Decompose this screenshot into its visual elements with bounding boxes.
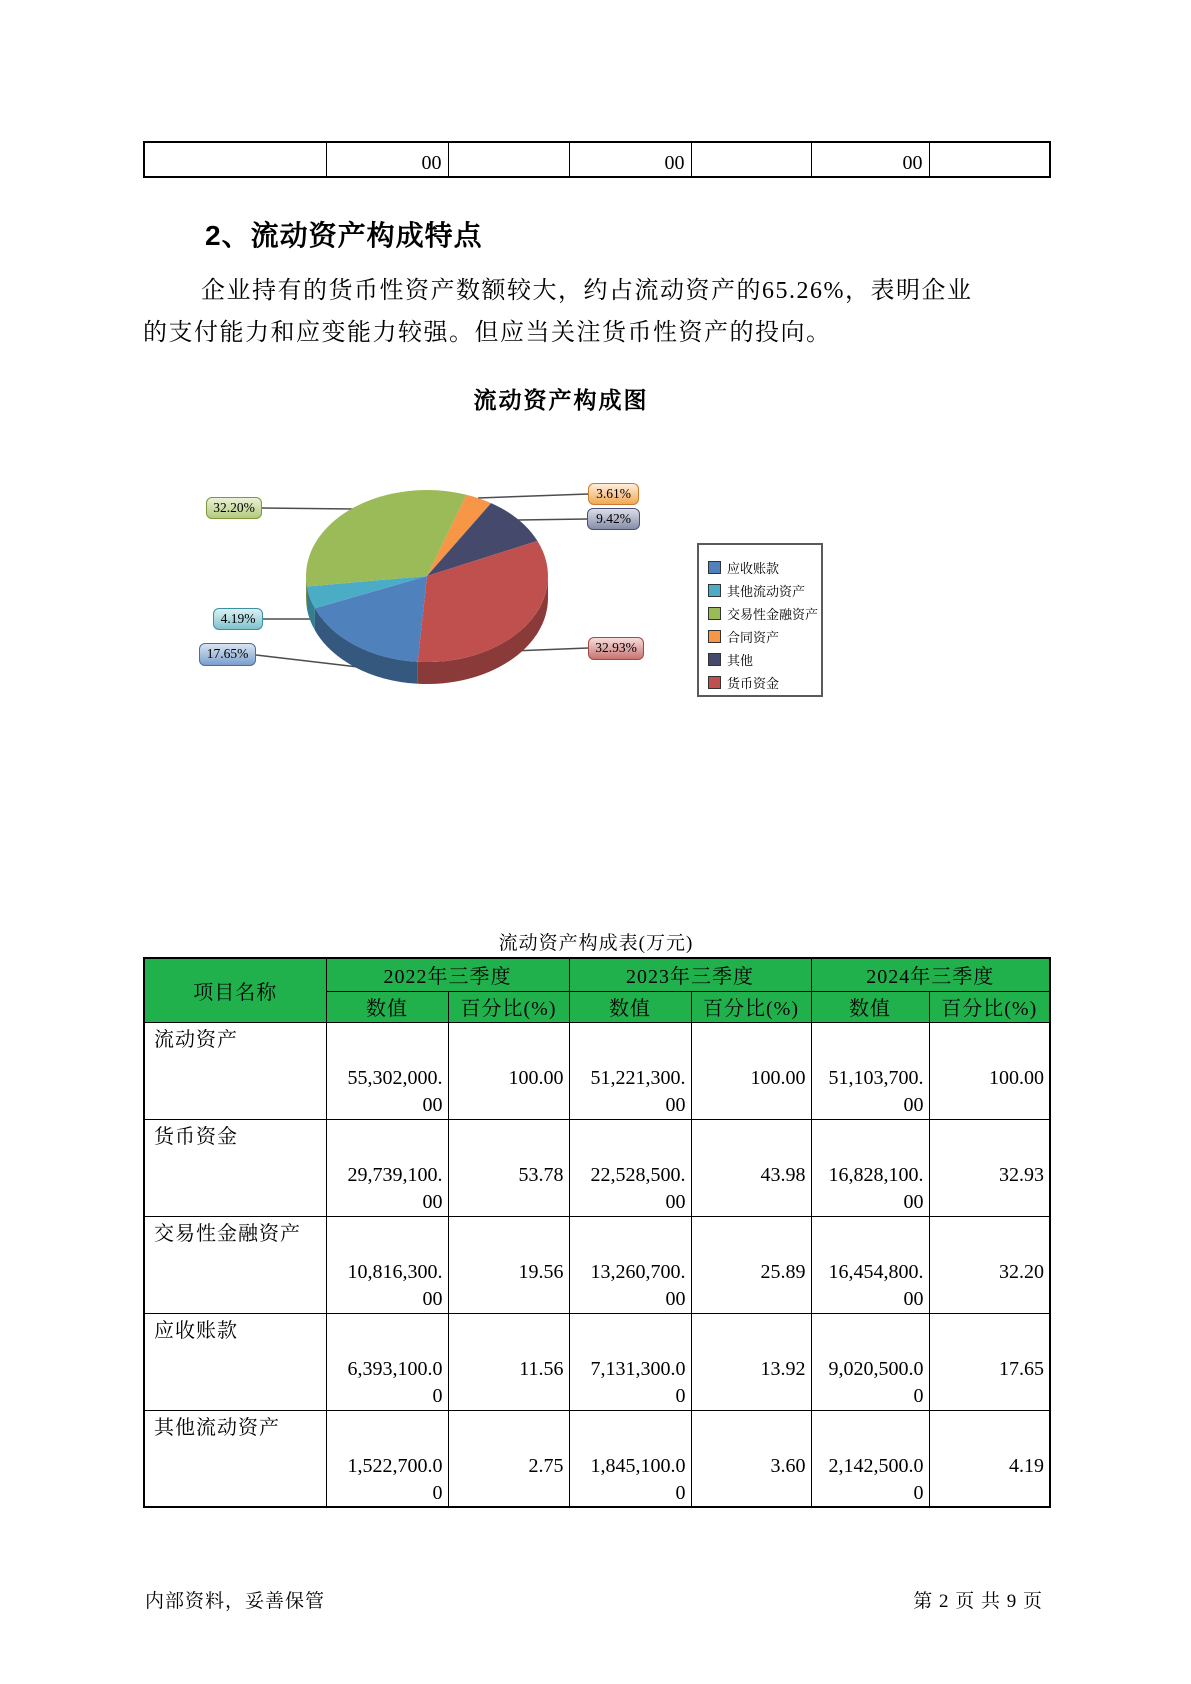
table-cell	[811, 142, 929, 177]
header-value: 数值	[326, 991, 448, 1022]
cell-value: 13.92	[760, 1357, 806, 1380]
header-pct: 百分比(%)	[448, 991, 569, 1022]
cell-value	[449, 1186, 569, 1190]
callout-contract-assets: 3.61%	[588, 483, 639, 505]
cell-value: 00	[902, 152, 923, 174]
legend-label: 应收账款	[727, 561, 780, 576]
legend-item	[708, 671, 821, 694]
cell-value: 19.56	[518, 1260, 564, 1283]
legend-item	[708, 602, 821, 625]
table-row	[144, 1313, 1050, 1410]
table-cell	[691, 1022, 811, 1119]
header-item-col: 项目名称	[144, 958, 326, 1022]
header-value: 数值	[569, 991, 691, 1022]
table-cell	[811, 1119, 929, 1216]
table-title: 流动资产构成表(万元)	[498, 933, 694, 954]
legend-swatch-icon	[708, 561, 721, 574]
callout-monetary-funds: 32.93%	[588, 637, 644, 660]
cell-value	[692, 1089, 811, 1093]
cell-value	[930, 1380, 1050, 1384]
legend-item	[708, 648, 821, 671]
cell-value: 51,221,300.	[590, 1066, 686, 1089]
cell-value	[930, 1089, 1050, 1093]
cell-value: 29,739,100.	[347, 1163, 443, 1186]
header-period-2023: 2023年三季度	[569, 958, 811, 991]
table-cell	[929, 1022, 1050, 1119]
table-cell	[569, 1022, 691, 1119]
table-cell	[326, 1313, 448, 1410]
legend-swatch-icon	[708, 676, 721, 689]
header-period-2024: 2024年三季度	[811, 958, 1050, 991]
cell-value	[449, 1089, 569, 1093]
cell-value	[692, 1477, 811, 1481]
cell-value: 0	[432, 1384, 443, 1407]
cell-value	[449, 1477, 569, 1481]
cell-value	[145, 174, 326, 176]
cell-value	[930, 1283, 1050, 1287]
paragraph-line: 企业持有的货币性资产数额较大，约占流动资产的65.26%，表明企业	[201, 278, 973, 304]
table-cell	[448, 1022, 569, 1119]
table-cell	[929, 142, 1050, 177]
cell-value: 6,393,100.0	[347, 1357, 443, 1380]
table-row	[144, 1119, 1050, 1216]
cell-value	[692, 1283, 811, 1287]
cell-value: 53.78	[518, 1163, 564, 1186]
table-cell	[326, 142, 448, 177]
table-cell	[569, 1216, 691, 1313]
table-row	[144, 142, 1050, 177]
cell-value: 100.00	[508, 1066, 564, 1089]
legend-label: 交易性金融资产	[727, 607, 819, 622]
cell-value: 43.98	[760, 1163, 806, 1186]
row-label: 应收账款	[144, 1313, 326, 1410]
callout-other: 9.42%	[587, 508, 640, 530]
cell-value: 51,103,700.	[828, 1066, 924, 1089]
cell-value: 1,522,700.0	[347, 1454, 443, 1477]
table-row	[144, 1216, 1050, 1313]
table-cell	[691, 1216, 811, 1313]
cell-value: 3.60	[770, 1454, 806, 1477]
cell-value: 00	[903, 1093, 924, 1116]
legend-swatch-icon	[708, 607, 721, 620]
table-cell	[929, 1410, 1050, 1507]
cell-value: 0	[675, 1384, 686, 1407]
cell-value	[692, 1380, 811, 1384]
cell-value: 17.65	[999, 1357, 1044, 1380]
header-period-2022: 2022年三季度	[326, 958, 569, 991]
cell-value	[930, 1477, 1050, 1481]
cell-value: 9,020,500.0	[828, 1357, 924, 1380]
cell-value	[930, 1186, 1050, 1190]
cell-value: 10,816,300.	[347, 1260, 443, 1283]
current-assets-table	[143, 957, 1051, 1508]
cell-value: 00	[421, 152, 442, 174]
legend-item	[708, 625, 821, 648]
cell-value: 0	[675, 1481, 686, 1504]
callout-other-current-assets: 4.19%	[213, 608, 263, 630]
table-cell	[326, 1119, 448, 1216]
row-label: 交易性金融资产	[144, 1216, 326, 1313]
cell-value	[692, 1186, 811, 1190]
table-cell	[326, 1022, 448, 1119]
row-label: 流动资产	[144, 1022, 326, 1119]
legend-swatch-icon	[708, 653, 721, 666]
cell-value: 25.89	[760, 1260, 806, 1283]
callout-trading-financial-assets: 32.20%	[206, 497, 262, 519]
cell-value: 00	[665, 1190, 686, 1213]
legend-swatch-icon	[708, 584, 721, 597]
table-cell	[448, 1313, 569, 1410]
table-row	[144, 1410, 1050, 1507]
cell-value: 11.56	[519, 1357, 564, 1380]
cell-value: 16,454,800.	[828, 1260, 924, 1283]
cell-value: 0	[432, 1481, 443, 1504]
table-cell	[811, 1313, 929, 1410]
cell-value: 00	[422, 1093, 443, 1116]
footer-confidential-note: 内部资料，妥善保管	[145, 1591, 326, 1612]
cell-value: 2,142,500.0	[828, 1454, 924, 1477]
cell-value: 0	[913, 1481, 924, 1504]
cell-value: 00	[665, 1093, 686, 1116]
table-cell	[448, 1119, 569, 1216]
cell-value: 32.93	[999, 1163, 1044, 1186]
legend-item	[708, 579, 821, 602]
table-cell	[691, 1410, 811, 1507]
table-cell	[929, 1313, 1050, 1410]
header-pct: 百分比(%)	[691, 991, 811, 1022]
legend-item	[708, 556, 821, 579]
cell-value	[930, 174, 1050, 176]
cell-value: 2.75	[528, 1454, 564, 1477]
row-label: 其他流动资产	[144, 1410, 326, 1507]
table-cell	[929, 1119, 1050, 1216]
table-cell	[811, 1216, 929, 1313]
table-header-row	[144, 958, 1050, 991]
table-cell	[691, 1313, 811, 1410]
legend-label: 其他流动资产	[727, 584, 806, 599]
cell-value	[449, 1283, 569, 1287]
cell-value: 00	[903, 1190, 924, 1213]
table-cell	[569, 1119, 691, 1216]
table-row	[144, 1022, 1050, 1119]
table-cell	[326, 1410, 448, 1507]
legend-label: 其他	[727, 653, 754, 668]
header-pct: 百分比(%)	[929, 991, 1050, 1022]
header-value: 数值	[811, 991, 929, 1022]
cell-value: 4.19	[1009, 1454, 1044, 1477]
cell-value: 32.20	[999, 1260, 1044, 1283]
table-cell	[569, 142, 691, 177]
table-cell	[811, 1022, 929, 1119]
table-cell	[569, 1410, 691, 1507]
paragraph-line: 的支付能力和应变能力较强。但应当关注货币性资产的投向。	[143, 320, 832, 346]
row-label: 货币资金	[144, 1119, 326, 1216]
legend-label: 合同资产	[727, 630, 780, 645]
cell-value	[692, 174, 811, 176]
section-heading: 2、流动资产构成特点	[205, 220, 483, 251]
table-cell	[929, 1216, 1050, 1313]
table-cell	[326, 1216, 448, 1313]
cell-value: 7,131,300.0	[590, 1357, 686, 1380]
table-cell	[448, 1216, 569, 1313]
cell-value: 100.00	[750, 1066, 806, 1089]
table-cell	[691, 1119, 811, 1216]
previous-page-table-fragment	[143, 141, 1051, 178]
cell-value: 00	[422, 1190, 443, 1213]
callout-accounts-receivable: 17.65%	[199, 643, 256, 666]
footer-page-number: 第 2 页 共 9 页	[913, 1591, 1043, 1612]
chart-legend	[697, 543, 823, 697]
chart-title: 流动资产构成图	[473, 387, 649, 413]
cell-value: 00	[903, 1287, 924, 1310]
cell-value: 00	[664, 152, 685, 174]
cell-value: 00	[665, 1287, 686, 1310]
table-cell	[691, 142, 811, 177]
cell-value: 22,528,500.	[590, 1163, 686, 1186]
cell-value: 13,260,700.	[590, 1260, 686, 1283]
table-cell	[448, 142, 569, 177]
cell-value: 55,302,000.	[347, 1066, 443, 1089]
legend-label: 货币资金	[727, 676, 780, 691]
cell-value: 16,828,100.	[828, 1163, 924, 1186]
cell-value: 100.00	[989, 1066, 1044, 1089]
table-cell	[811, 1410, 929, 1507]
table-cell	[144, 142, 326, 177]
cell-value	[449, 174, 569, 176]
table-cell	[448, 1410, 569, 1507]
cell-value: 00	[422, 1287, 443, 1310]
legend-swatch-icon	[708, 630, 721, 643]
body-paragraph	[143, 270, 1053, 354]
cell-value: 1,845,100.0	[590, 1454, 686, 1477]
cell-value: 0	[913, 1384, 924, 1407]
cell-value	[449, 1380, 569, 1384]
table-cell	[569, 1313, 691, 1410]
